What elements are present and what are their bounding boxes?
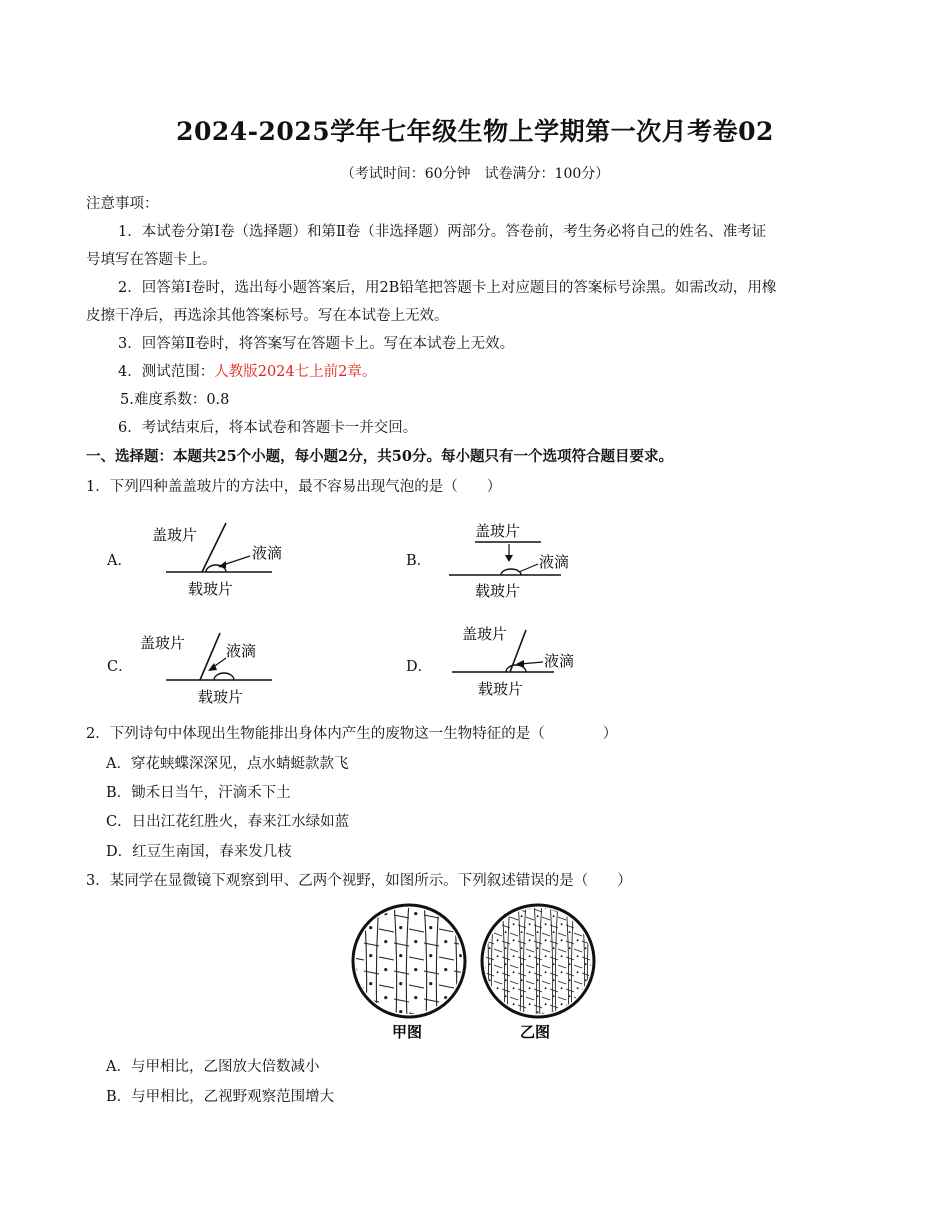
cell-nucleus bbox=[585, 963, 587, 965]
cell-nucleus bbox=[399, 982, 402, 985]
cell-nucleus bbox=[521, 915, 523, 917]
cell-nucleus bbox=[513, 1003, 515, 1005]
cell-nucleus bbox=[601, 963, 603, 965]
cell-nucleus bbox=[444, 912, 447, 915]
notice-item-4 bbox=[118, 360, 376, 381]
cover-slip-label: 盖玻片 bbox=[140, 634, 186, 652]
droplet-label: 液滴 bbox=[544, 652, 575, 670]
cell-nucleus bbox=[513, 987, 515, 989]
cell-nucleus bbox=[399, 954, 402, 957]
cell-nucleus bbox=[553, 931, 555, 933]
cell-nucleus bbox=[444, 940, 447, 943]
cell-nucleus bbox=[601, 947, 603, 949]
cell-wall bbox=[598, 1021, 606, 1024]
cell-nucleus bbox=[593, 1003, 595, 1005]
cell-nucleus bbox=[489, 947, 491, 949]
droplet bbox=[214, 673, 234, 680]
cell-wall bbox=[494, 1013, 502, 1016]
question-3-stem: 3．某同学在显微镜下观察到甲、乙两个视野，如图所示。下列叙述错误的是（ ） bbox=[86, 873, 632, 889]
q2-option-c: C．日出江花红胜火，春来江水绿如蓝 bbox=[106, 814, 350, 830]
q1-option-b-label: B． bbox=[406, 553, 432, 569]
q1-diagram-d bbox=[448, 624, 618, 706]
cell-nucleus bbox=[537, 915, 539, 917]
cell-nucleus bbox=[497, 955, 499, 957]
cell-wall bbox=[590, 901, 598, 904]
cell-nucleus bbox=[529, 987, 531, 989]
cell-nucleus bbox=[505, 931, 507, 933]
cell-nucleus bbox=[561, 939, 563, 941]
cell-nucleus bbox=[601, 1011, 603, 1013]
cell-nucleus bbox=[569, 1011, 571, 1013]
cell-wall bbox=[486, 1005, 494, 1008]
cell-nucleus bbox=[585, 979, 587, 981]
cell-nucleus bbox=[553, 947, 555, 949]
cell-nucleus bbox=[545, 971, 547, 973]
cell-wall bbox=[590, 933, 598, 936]
cell-wall bbox=[598, 957, 606, 960]
cell-nucleus bbox=[569, 947, 571, 949]
cell-nucleus bbox=[497, 1019, 499, 1021]
cell-nucleus bbox=[384, 1024, 387, 1027]
cell-nucleus bbox=[593, 939, 595, 941]
cell-nucleus bbox=[481, 907, 483, 909]
cell-wall bbox=[486, 909, 494, 912]
cell-nucleus bbox=[601, 995, 603, 997]
cell-wall bbox=[582, 1021, 590, 1024]
cell-nucleus bbox=[593, 987, 595, 989]
cell-wall bbox=[478, 917, 486, 920]
q2-option-a: A．穿花蛱蝶深深见，点水蜻蜓款款飞 bbox=[106, 756, 349, 772]
cell-wall bbox=[574, 1013, 582, 1016]
notice-heading: 注意事项： bbox=[86, 196, 159, 212]
cell-nucleus bbox=[569, 963, 571, 965]
cell-nucleus bbox=[369, 982, 372, 985]
cell-nucleus bbox=[553, 1027, 555, 1029]
cell-nucleus bbox=[384, 968, 387, 971]
notice-item-2b: 皮擦干净后，再选涂其他答案标号。写在本试卷上无效。 bbox=[86, 308, 449, 324]
cell-nucleus bbox=[593, 923, 595, 925]
cell-wall bbox=[478, 901, 486, 904]
cell-nucleus bbox=[553, 915, 555, 917]
cell-wall bbox=[598, 909, 606, 912]
cell-nucleus bbox=[429, 982, 432, 985]
cell-nucleus bbox=[537, 963, 539, 965]
cell-nucleus bbox=[474, 940, 477, 943]
cell-nucleus bbox=[513, 923, 515, 925]
cell-nucleus bbox=[354, 1024, 357, 1027]
notice-item-4-prefix: 4．测试范围： bbox=[118, 364, 215, 380]
cell-wall bbox=[349, 901, 364, 904]
cell-nucleus bbox=[369, 954, 372, 957]
cell-nucleus bbox=[537, 931, 539, 933]
cell-nucleus bbox=[521, 995, 523, 997]
cover-slip-label: 盖玻片 bbox=[475, 522, 521, 540]
cell-nucleus bbox=[545, 939, 547, 941]
cell-wall bbox=[574, 901, 582, 904]
droplet-label: 液滴 bbox=[226, 642, 257, 660]
cell-nucleus bbox=[545, 923, 547, 925]
cover-slip-label: 盖玻片 bbox=[462, 625, 508, 643]
cell-nucleus bbox=[474, 996, 477, 999]
arrow-icon bbox=[208, 663, 217, 671]
cell-nucleus bbox=[481, 939, 483, 941]
cell-nucleus bbox=[601, 931, 603, 933]
cell-wall bbox=[598, 941, 606, 944]
arrow-down-icon bbox=[505, 555, 513, 562]
q1-option-a-label: A． bbox=[107, 553, 132, 569]
cell-wall bbox=[346, 901, 349, 1021]
cell-nucleus bbox=[474, 1024, 477, 1027]
slide-label: 载玻片 bbox=[478, 680, 524, 698]
q1-diagram-c bbox=[140, 628, 310, 710]
field-of-view-b bbox=[475, 901, 606, 1029]
cell-nucleus bbox=[585, 995, 587, 997]
cell-nucleus bbox=[354, 996, 357, 999]
cell-wall bbox=[550, 1021, 558, 1024]
cell-nucleus bbox=[505, 979, 507, 981]
cell-nucleus bbox=[521, 979, 523, 981]
cell-nucleus bbox=[444, 1024, 447, 1027]
cell-nucleus bbox=[505, 1027, 507, 1029]
cell-nucleus bbox=[384, 940, 387, 943]
cell-nucleus bbox=[521, 947, 523, 949]
cell-wall bbox=[439, 1013, 454, 1016]
cell-nucleus bbox=[601, 1027, 603, 1029]
cell-nucleus bbox=[459, 926, 462, 929]
cell-nucleus bbox=[505, 1011, 507, 1013]
slide-label: 载玻片 bbox=[188, 580, 234, 598]
cell-nucleus bbox=[414, 996, 417, 999]
cell-nucleus bbox=[354, 912, 357, 915]
cell-nucleus bbox=[593, 907, 595, 909]
notice-item-5: 5.难度系数：0.8 bbox=[120, 392, 230, 408]
cell-nucleus bbox=[399, 1010, 402, 1013]
cell-nucleus bbox=[429, 926, 432, 929]
q1-diagram-a bbox=[150, 520, 320, 602]
cell-nucleus bbox=[561, 955, 563, 957]
cell-wall bbox=[466, 901, 469, 1021]
cell-wall bbox=[469, 1013, 484, 1016]
cell-nucleus bbox=[529, 955, 531, 957]
cell-wall bbox=[590, 997, 598, 1000]
cover-slip bbox=[200, 633, 220, 680]
cell-nucleus bbox=[585, 947, 587, 949]
cell-nucleus bbox=[529, 939, 531, 941]
section-1-heading: 一、选择题：本题共25个小题，每小题2分，共50分。每小题只有一个选项符合题目要求。 bbox=[86, 448, 673, 465]
cell-wall bbox=[502, 1021, 510, 1024]
cell-nucleus bbox=[529, 923, 531, 925]
cell-nucleus bbox=[585, 1027, 587, 1029]
cell-nucleus bbox=[569, 931, 571, 933]
cell-nucleus bbox=[561, 987, 563, 989]
cell-nucleus bbox=[577, 1003, 579, 1005]
figure-b-label: 乙图 bbox=[520, 1023, 551, 1041]
cell-nucleus bbox=[481, 987, 483, 989]
cell-wall bbox=[478, 1013, 486, 1016]
cell-nucleus bbox=[545, 1019, 547, 1021]
cell-nucleus bbox=[569, 1027, 571, 1029]
cell-wall bbox=[469, 929, 484, 932]
cell-wall bbox=[566, 1021, 574, 1024]
q1-option-d-label: D． bbox=[406, 659, 433, 675]
cell-wall bbox=[454, 915, 469, 918]
cell-nucleus bbox=[369, 926, 372, 929]
field-of-view-a bbox=[346, 901, 484, 1027]
cell-nucleus bbox=[497, 971, 499, 973]
cell-nucleus bbox=[459, 1010, 462, 1013]
cell-nucleus bbox=[537, 1011, 539, 1013]
test-range: 人教版2024七上前2章。 bbox=[214, 364, 377, 380]
cell-nucleus bbox=[561, 1019, 563, 1021]
cell-nucleus bbox=[577, 987, 579, 989]
cell-nucleus bbox=[497, 1003, 499, 1005]
cell-nucleus bbox=[513, 1019, 515, 1021]
cell-nucleus bbox=[444, 968, 447, 971]
cell-nucleus bbox=[513, 955, 515, 957]
cell-wall bbox=[469, 985, 484, 988]
cell-wall bbox=[478, 933, 486, 936]
exam-subtitle: （考试时间：60分钟 试卷满分：100分） bbox=[340, 166, 610, 182]
cell-nucleus bbox=[577, 939, 579, 941]
question-2-stem: 2．下列诗句中体现出生物能排出身体内产生的废物这一生物特征的是（ ） bbox=[86, 726, 618, 742]
cell-nucleus bbox=[601, 915, 603, 917]
cell-wall bbox=[542, 901, 550, 904]
cell-nucleus bbox=[513, 939, 515, 941]
cell-wall bbox=[598, 989, 606, 992]
notice-item-1a: 1．本试卷分第Ⅰ卷（选择题）和第Ⅱ卷（非选择题）两部分。答卷前，考生务必将自己的姓名、准考证 bbox=[118, 224, 767, 240]
cell-nucleus bbox=[505, 963, 507, 965]
cell-wall bbox=[494, 901, 502, 904]
cell-nucleus bbox=[489, 915, 491, 917]
q2-option-b: B．锄禾日当午，汗滴禾下土 bbox=[106, 785, 291, 801]
cell-nucleus bbox=[529, 1019, 531, 1021]
cell-nucleus bbox=[585, 915, 587, 917]
cell-nucleus bbox=[474, 912, 477, 915]
cell-nucleus bbox=[414, 968, 417, 971]
cell-nucleus bbox=[537, 995, 539, 997]
cell-nucleus bbox=[513, 971, 515, 973]
cell-nucleus bbox=[369, 1010, 372, 1013]
cell-nucleus bbox=[553, 963, 555, 965]
question-1-stem: 1．下列四种盖盖玻片的方法中，最不容易出现气泡的是（ ） bbox=[86, 479, 502, 495]
q3-option-b: B．与甲相比，乙视野观察范围增大 bbox=[106, 1089, 335, 1105]
q3-microscope-figure bbox=[352, 903, 602, 1043]
cell-nucleus bbox=[585, 1011, 587, 1013]
q3-option-a: A．与甲相比，乙图放大倍数减小 bbox=[106, 1059, 320, 1075]
cell-nucleus bbox=[553, 979, 555, 981]
cell-nucleus bbox=[497, 987, 499, 989]
notice-item-3: 3．回答第Ⅱ卷时，将答案写在答题卡上。写在本试卷上无效。 bbox=[118, 336, 515, 352]
droplet bbox=[501, 569, 521, 575]
cell-nucleus bbox=[489, 1011, 491, 1013]
cell-nucleus bbox=[577, 955, 579, 957]
cell-wall bbox=[478, 997, 486, 1000]
cell-nucleus bbox=[414, 912, 417, 915]
cell-nucleus bbox=[537, 979, 539, 981]
cell-wall bbox=[558, 901, 566, 904]
cell-nucleus bbox=[481, 923, 483, 925]
cell-wall bbox=[598, 925, 606, 928]
cell-wall bbox=[439, 901, 454, 904]
cell-nucleus bbox=[481, 1019, 483, 1021]
cell-nucleus bbox=[537, 947, 539, 949]
cell-nucleus bbox=[414, 940, 417, 943]
cell-wall bbox=[379, 901, 394, 904]
cell-wall bbox=[526, 901, 534, 904]
cell-wall bbox=[469, 901, 484, 904]
cell-wall bbox=[475, 901, 478, 1021]
cell-nucleus bbox=[474, 968, 477, 971]
cell-nucleus bbox=[529, 1003, 531, 1005]
cell-nucleus bbox=[429, 954, 432, 957]
cover-slip-label: 盖玻片 bbox=[152, 526, 198, 544]
cell-nucleus bbox=[489, 963, 491, 965]
cell-nucleus bbox=[505, 995, 507, 997]
cell-wall bbox=[598, 901, 601, 1021]
cell-nucleus bbox=[481, 1003, 483, 1005]
cell-nucleus bbox=[489, 995, 491, 997]
cell-wall bbox=[510, 901, 518, 904]
cell-nucleus bbox=[545, 1003, 547, 1005]
cell-nucleus bbox=[399, 926, 402, 929]
figure-a-label: 甲图 bbox=[392, 1023, 423, 1041]
cell-nucleus bbox=[505, 947, 507, 949]
cell-nucleus bbox=[497, 939, 499, 941]
exam-title: 2024-2025学年七年级生物上学期第一次月考卷02 bbox=[176, 117, 774, 146]
notice-item-6: 6．考试结束后，将本试卷和答题卡一并交回。 bbox=[118, 420, 418, 436]
cell-nucleus bbox=[561, 971, 563, 973]
cell-nucleus bbox=[497, 907, 499, 909]
cell-wall bbox=[582, 909, 590, 912]
slide-label: 载玻片 bbox=[475, 582, 521, 600]
cell-nucleus bbox=[545, 955, 547, 957]
cell-wall bbox=[349, 1013, 364, 1016]
notice-item-1b: 号填写在答题卡上。 bbox=[86, 252, 217, 268]
cell-nucleus bbox=[569, 979, 571, 981]
q2-option-d: D．红豆生南国，春来发几枝 bbox=[106, 844, 292, 860]
cell-nucleus bbox=[521, 963, 523, 965]
cell-wall bbox=[582, 1005, 590, 1008]
cell-nucleus bbox=[384, 996, 387, 999]
cell-nucleus bbox=[521, 931, 523, 933]
cell-nucleus bbox=[489, 979, 491, 981]
q1-diagram-b bbox=[445, 518, 615, 600]
cell-nucleus bbox=[577, 907, 579, 909]
cell-wall bbox=[486, 1021, 494, 1024]
droplet-label: 液滴 bbox=[539, 553, 570, 571]
cell-wall bbox=[598, 973, 606, 976]
cell-nucleus bbox=[569, 995, 571, 997]
slide-label: 载玻片 bbox=[198, 688, 244, 706]
cell-nucleus bbox=[577, 1019, 579, 1021]
cell-wall bbox=[590, 917, 598, 920]
cell-nucleus bbox=[529, 971, 531, 973]
q1-option-c-label: C． bbox=[107, 659, 133, 675]
cell-nucleus bbox=[489, 1027, 491, 1029]
cell-nucleus bbox=[593, 1019, 595, 1021]
droplet-label: 液滴 bbox=[252, 544, 283, 562]
cell-wall bbox=[454, 999, 469, 1002]
cell-nucleus bbox=[561, 923, 563, 925]
cell-nucleus bbox=[577, 971, 579, 973]
cell-nucleus bbox=[601, 979, 603, 981]
cell-wall bbox=[590, 1013, 598, 1016]
cell-nucleus bbox=[553, 995, 555, 997]
cell-wall bbox=[598, 1005, 606, 1008]
cell-nucleus bbox=[545, 987, 547, 989]
notice-item-2a: 2．回答第Ⅰ卷时，选出每小题答案后，用2B铅笔把答题卡上对应题目的答案标号涂黑。如需改动，用橡 bbox=[118, 280, 777, 296]
cell-nucleus bbox=[561, 1003, 563, 1005]
